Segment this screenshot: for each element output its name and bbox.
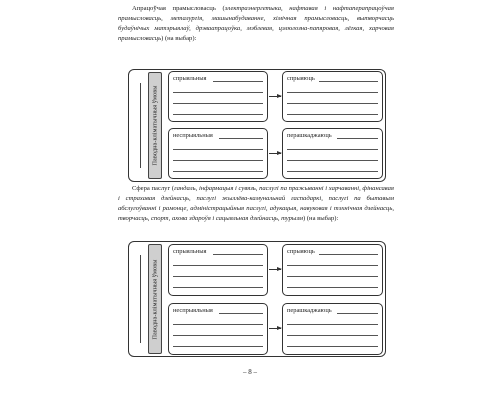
answer-line[interactable] (173, 114, 263, 115)
answer-line[interactable] (337, 313, 378, 314)
card-favorable (168, 71, 268, 122)
paragraph-tail: ) (на выбар): (303, 215, 339, 222)
answer-line[interactable] (173, 103, 263, 104)
answer-line[interactable] (173, 287, 263, 288)
paragraph-services (118, 184, 394, 224)
answer-line[interactable] (219, 138, 263, 139)
answer-line[interactable] (173, 276, 263, 277)
answer-line[interactable] (213, 254, 263, 255)
card-contributes (282, 244, 383, 296)
side-connector-line (140, 255, 141, 343)
answer-line[interactable] (287, 114, 378, 115)
answer-line[interactable] (173, 92, 263, 93)
answer-line[interactable] (337, 138, 378, 139)
card-hinders (282, 128, 383, 179)
answer-line[interactable] (173, 171, 263, 172)
answer-line[interactable] (173, 335, 263, 336)
arrow-right (269, 269, 281, 270)
answer-line[interactable] (287, 171, 378, 172)
card-label: спрыяюць (287, 248, 315, 255)
answer-line[interactable] (287, 276, 378, 277)
answer-line[interactable] (173, 324, 263, 325)
paragraph-lead: Апрацоўчая прамысловасць ( (132, 5, 225, 12)
answer-line[interactable] (287, 335, 378, 336)
answer-line[interactable] (219, 313, 263, 314)
card-unfavorable (168, 303, 268, 355)
card-label: неспрыяльныя (173, 307, 213, 314)
side-label: Паводна-кліматычныя ўмовы (151, 85, 159, 166)
answer-line[interactable] (319, 81, 378, 82)
card-label: перашкаджаюць (287, 132, 332, 139)
card-label: спрыяльныя (173, 248, 207, 255)
answer-line[interactable] (173, 149, 263, 150)
page-number: – 8 – (243, 368, 257, 376)
answer-line[interactable] (173, 265, 263, 266)
card-label: неспрыяльныя (173, 132, 213, 139)
paragraph-tail: ) (на выбар): (161, 35, 197, 42)
answer-line[interactable] (287, 346, 378, 347)
answer-line[interactable] (319, 254, 378, 255)
card-hinders (282, 303, 383, 355)
arrow-right (269, 153, 281, 154)
answer-line[interactable] (287, 160, 378, 161)
card-label: спрыяюць (287, 75, 315, 82)
side-label: Паводна-кліматычныя ўмовы (151, 258, 159, 340)
card-favorable (168, 244, 268, 296)
paragraph-list: гандаль, інфармацыя і сувязь, паслугі па пражыванні і харчаванні, фінансавая і страхавая дзейнасць, паслугі жыллёва-камунальнай гаспадаркі, паслугі па бытавым абслугоўванні і рамонце, адміністрацыйныя паслугі, адукацыя, навуковая і тэхнічная дзейнасць, творчасць, спорт, ахова здароўя і сацыяльная дзейнасць, турызм (118, 185, 394, 222)
side-label-bar (148, 72, 162, 179)
answer-line[interactable] (287, 103, 378, 104)
answer-line[interactable] (287, 287, 378, 288)
diagram-industry (128, 69, 386, 182)
diagram-services (128, 241, 386, 357)
arrow-right (269, 96, 281, 97)
card-label: перашкаджаюць (287, 307, 332, 314)
side-label-bar (148, 244, 162, 354)
answer-line[interactable] (287, 324, 378, 325)
card-contributes (282, 71, 383, 122)
arrow-right (269, 328, 281, 329)
answer-line[interactable] (173, 160, 263, 161)
answer-line[interactable] (287, 92, 378, 93)
answer-line[interactable] (173, 346, 263, 347)
paragraph-lead: Сфера паслуг ( (132, 185, 175, 192)
card-unfavorable (168, 128, 268, 179)
answer-line[interactable] (213, 81, 263, 82)
side-connector-line (140, 83, 141, 168)
answer-line[interactable] (287, 265, 378, 266)
answer-line[interactable] (287, 149, 378, 150)
paragraph-industry (118, 4, 394, 44)
paragraph-list: электраэнергетыка, нафтавая і нафтаперапрацоўчая прамысловасць, металургія, машынабудаванне, хімічная прамысловасць, вытворчасць будаўнічых матэрыялаў, дрэваапрацоўка, мэблевая, цэлюлозна-папяровая, лёгкая, харчовая прамысловасць (118, 5, 394, 42)
card-label: спрыяльныя (173, 75, 207, 82)
